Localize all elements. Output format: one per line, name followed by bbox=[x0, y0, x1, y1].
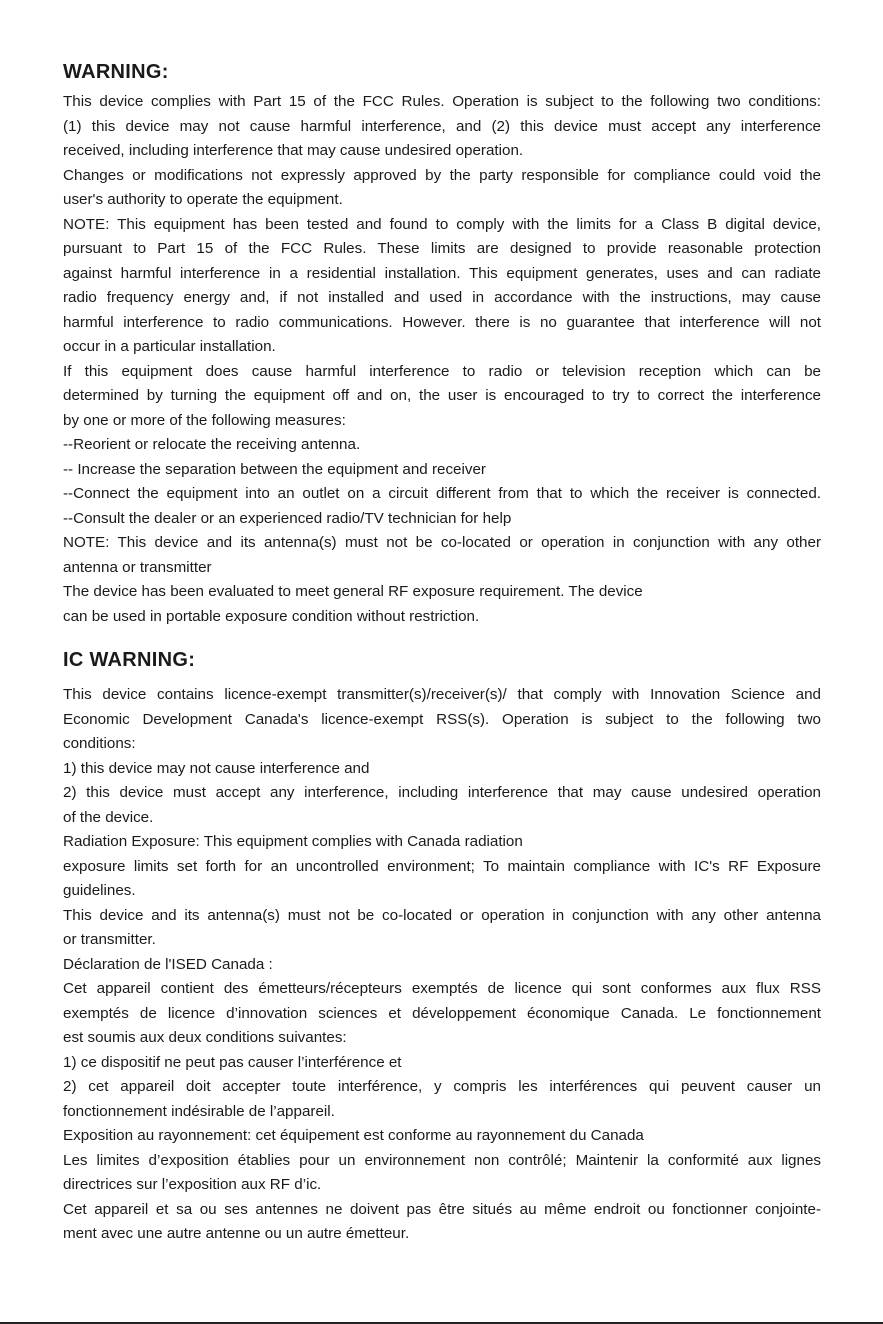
text-line: This device complies with Part 15 of the FCC Rules. Operation is subject to the following two conditions: bbox=[63, 93, 821, 110]
text-line: NOTE: This equipment has been tested and found to comply with the limits for a Class B digital device, bbox=[63, 215, 821, 233]
text-line: 2) this device must accept any interference, including interference that may cause undesired operation bbox=[63, 784, 821, 801]
text-line: determined by turning the equipment off and on, the user is encouraged to try to correct the interference bbox=[63, 387, 821, 404]
ic-warning-heading: IC WARNING: bbox=[63, 649, 196, 671]
ic-warning-body bbox=[63, 683, 821, 1247]
text-line: 1) ce dispositif ne peut pas causer l’interférence et bbox=[63, 1053, 402, 1071]
text-line: user's authority to operate the equipment. bbox=[63, 191, 343, 208]
text-line: --Reorient or relocate the receiving antenna. bbox=[63, 436, 361, 453]
text-line: Economic Development Canada's licence-exempt RSS(s). Operation is subject to the following two bbox=[63, 710, 821, 728]
text-line: exemptés de licence d’innovation sciences et développement économique Canada. Le fonctionnement bbox=[63, 1004, 821, 1022]
fcc-warning-body bbox=[63, 90, 821, 629]
text-line: against harmful interference in a residential installation. This equipment generates, uses and can radiate bbox=[63, 264, 821, 282]
text-line: (1) this device may not cause harmful interference, and (2) this device must accept any interference bbox=[63, 117, 821, 135]
text-line: pursuant to Part 15 of the FCC Rules. These limits are designed to provide reasonable protection bbox=[63, 240, 821, 257]
text-line: directrices sur l’exposition aux RF d’ic. bbox=[63, 1176, 322, 1193]
text-line: est soumis aux deux conditions suivantes: bbox=[63, 1029, 347, 1046]
text-line: by one or more of the following measures: bbox=[63, 411, 346, 429]
text-line: radio frequency energy and, if not installed and used in accordance with the instructions, may cause bbox=[63, 289, 821, 306]
text-line: Cet appareil et sa ou ses antennes ne doivent pas être situés au même endroit ou fonctionner conjointe- bbox=[63, 1200, 821, 1218]
text-line: can be used in portable exposure condition without restriction. bbox=[63, 607, 480, 625]
text-line: occur in a particular installation. bbox=[63, 338, 276, 355]
text-line: Les limites d’exposition établies pour un environnement non contrôlé; Maintenir la conformité aux lignes bbox=[63, 1151, 821, 1169]
text-line: antenna or transmitter bbox=[63, 558, 212, 576]
text-line: If this equipment does cause harmful interference to radio or television reception which can be bbox=[63, 362, 821, 380]
text-line: NOTE: This device and its antenna(s) must not be co-located or operation in conjunction with any other bbox=[63, 534, 821, 551]
text-line: 2) cet appareil doit accepter toute interférence, y compris les interférences qui peuvent causer un bbox=[63, 1078, 821, 1095]
text-line: --Connect the equipment into an outlet on a circuit different from that to which the receiver is connected. bbox=[63, 485, 821, 502]
text-line: received, including interference that may cause undesired operation. bbox=[63, 142, 524, 159]
text-line: This device and its antenna(s) must not be co-located or operation in conjunction with any other antenna bbox=[63, 906, 821, 924]
text-line: This device contains licence-exempt transmitter(s)/receiver(s)/ that comply with Innovation Science and bbox=[63, 686, 821, 703]
text-line: -- Increase the separation between the equipment and receiver bbox=[63, 460, 486, 478]
text-line: ment avec une autre antenne ou un autre émetteur. bbox=[63, 1225, 410, 1242]
text-line: Radiation Exposure: This equipment complies with Canada radiation bbox=[63, 833, 523, 850]
text-line: fonctionnement indésirable de l’appareil. bbox=[63, 1102, 335, 1120]
text-line: 1) this device may not cause interference and bbox=[63, 759, 370, 777]
text-line: Changes or modifications not expressly approved by the party responsible for compliance could void the bbox=[63, 166, 821, 184]
text-line: exposure limits set forth for an uncontrolled environment; To maintain compliance with IC's RF Exposure bbox=[63, 857, 821, 875]
text-line: guidelines. bbox=[63, 882, 136, 899]
text-line: Déclaration de l'ISED Canada : bbox=[63, 955, 273, 973]
text-line: Exposition au rayonnement: cet équipement est conforme au rayonnement du Canada bbox=[63, 1127, 644, 1144]
text-line: The device has been evaluated to meet general RF exposure requirement. The device bbox=[63, 583, 643, 600]
text-line: of the device. bbox=[63, 808, 154, 826]
text-line: harmful interference to radio communications. However. there is no guarantee that interference will not bbox=[63, 313, 821, 331]
text-line: conditions: bbox=[63, 735, 136, 752]
fcc-warning-heading: WARNING: bbox=[63, 61, 169, 83]
text-line: Cet appareil contient des émetteurs/récepteurs exemptés de licence qui sont conformes aux flux RSS bbox=[63, 980, 821, 997]
text-line: or transmitter. bbox=[63, 931, 156, 948]
text-line: --Consult the dealer or an experienced radio/TV technician for help bbox=[63, 509, 512, 527]
